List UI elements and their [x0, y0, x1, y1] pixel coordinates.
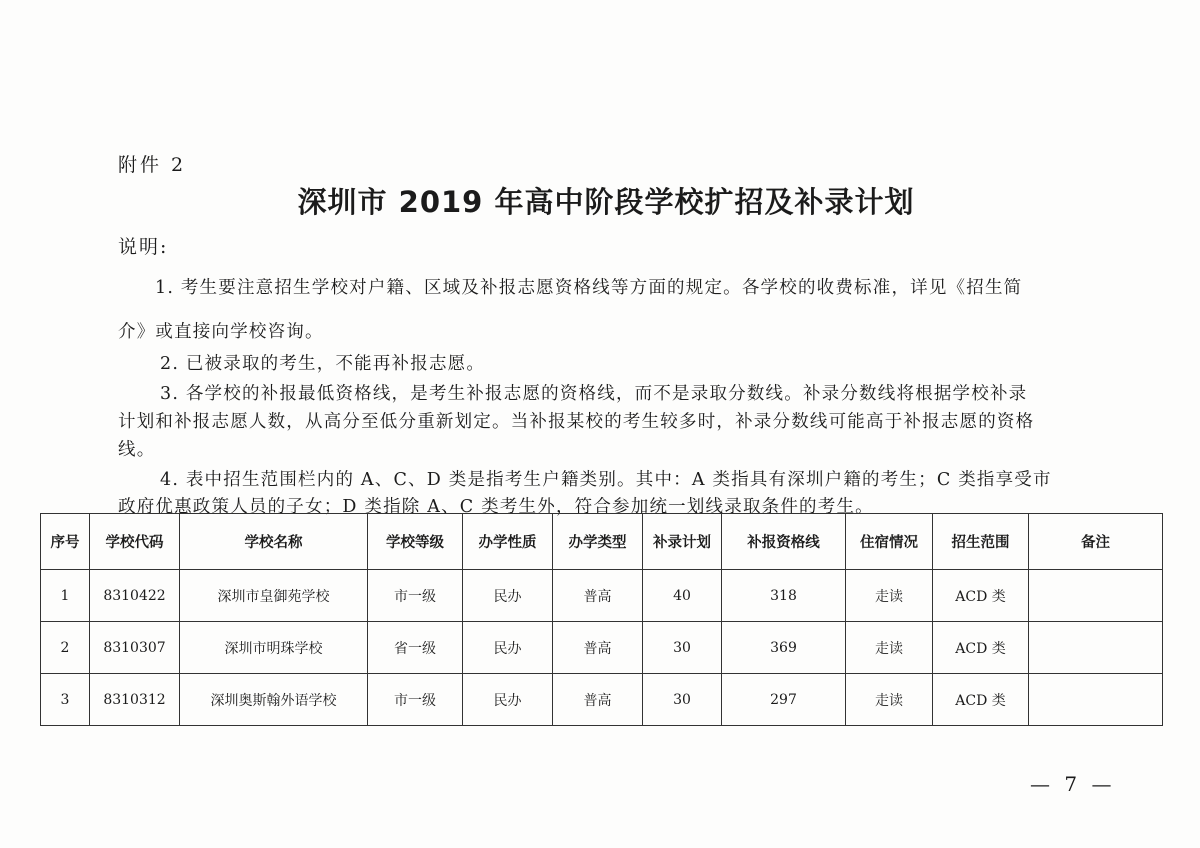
table-cell: 318	[722, 570, 846, 622]
header-cell: 备注	[1029, 514, 1163, 570]
note-1-line-1: 1. 考生要注意招生学校对户籍、区域及补报志愿资格线等方面的规定。各学校的收费标准，详见《招生简	[155, 278, 1023, 298]
table-cell: 普高	[553, 570, 643, 622]
note-4-line-1: 4. 表中招生范围栏内的 A、C、D 类是指考生户籍类别。其中：A 类指具有深圳户籍的考生；C 类指享受市	[160, 470, 1052, 490]
header-cell: 学校名称	[180, 514, 368, 570]
note-3-line-1: 3. 各学校的补报最低资格线，是考生补报志愿的资格线，而不是录取分数线。补录分数线将根据学校补录	[160, 384, 1028, 404]
table-cell: 297	[722, 674, 846, 726]
table-cell: ACD 类	[933, 570, 1029, 622]
page-number: — 7 —	[1030, 772, 1116, 796]
table-cell: 普高	[553, 622, 643, 674]
table-cell: 30	[643, 674, 722, 726]
note-4-line-2: 政府优惠政策人员的子女；D 类指除 A、C 类考生外，符合参加统一划线录取条件的考生。	[118, 497, 874, 517]
table-cell: 民办	[463, 674, 553, 726]
attachment-label: 附件 2	[118, 154, 187, 176]
header-cell: 序号	[41, 514, 90, 570]
table-cell: 普高	[553, 674, 643, 726]
table-cell	[1029, 622, 1163, 674]
table-cell: 走读	[846, 674, 933, 726]
table-cell: 市一级	[368, 570, 463, 622]
table-cell: 省一级	[368, 622, 463, 674]
table-cell: 市一级	[368, 674, 463, 726]
table-cell	[1029, 570, 1163, 622]
note-1-line-2: 介》或直接向学校咨询。	[118, 322, 324, 342]
header-cell: 补报资格线	[722, 514, 846, 570]
enrollment-plan-table	[40, 513, 1163, 726]
table-cell: 民办	[463, 570, 553, 622]
table-cell	[1029, 674, 1163, 726]
header-cell: 补录计划	[643, 514, 722, 570]
table-cell: 30	[643, 622, 722, 674]
header-cell: 学校等级	[368, 514, 463, 570]
table-cell: 3	[41, 674, 90, 726]
note-3-line-2: 计划和补报志愿人数，从高分至低分重新划定。当补报某校的考生较多时，补录分数线可能高于补报志愿的资格	[118, 412, 1035, 432]
table-cell: 8310422	[90, 570, 180, 622]
table-cell: 走读	[846, 570, 933, 622]
note-2: 2. 已被录取的考生，不能再补报志愿。	[160, 354, 486, 374]
table-cell: 8310312	[90, 674, 180, 726]
table-row	[41, 622, 1163, 674]
header-cell: 学校代码	[90, 514, 180, 570]
note-3-line-3: 线。	[118, 440, 156, 460]
table-cell: ACD 类	[933, 674, 1029, 726]
table-cell: 2	[41, 622, 90, 674]
table-cell: 1	[41, 570, 90, 622]
table-row	[41, 570, 1163, 622]
table-cell: 走读	[846, 622, 933, 674]
table-cell: 40	[643, 570, 722, 622]
table-cell: ACD 类	[933, 622, 1029, 674]
header-cell: 办学性质	[463, 514, 553, 570]
table-cell: 深圳市皇御苑学校	[180, 570, 368, 622]
table-cell: 8310307	[90, 622, 180, 674]
document-title: 深圳市 2019 年高中阶段学校扩招及补录计划	[297, 185, 915, 219]
header-cell: 招生范围	[933, 514, 1029, 570]
table-header-row	[41, 514, 1163, 570]
table-cell: 369	[722, 622, 846, 674]
notes-heading: 说明:	[118, 236, 169, 258]
table-cell: 深圳奥斯翰外语学校	[180, 674, 368, 726]
table-cell: 民办	[463, 622, 553, 674]
header-cell: 住宿情况	[846, 514, 933, 570]
header-cell: 办学类型	[553, 514, 643, 570]
table-row	[41, 674, 1163, 726]
table-cell: 深圳市明珠学校	[180, 622, 368, 674]
